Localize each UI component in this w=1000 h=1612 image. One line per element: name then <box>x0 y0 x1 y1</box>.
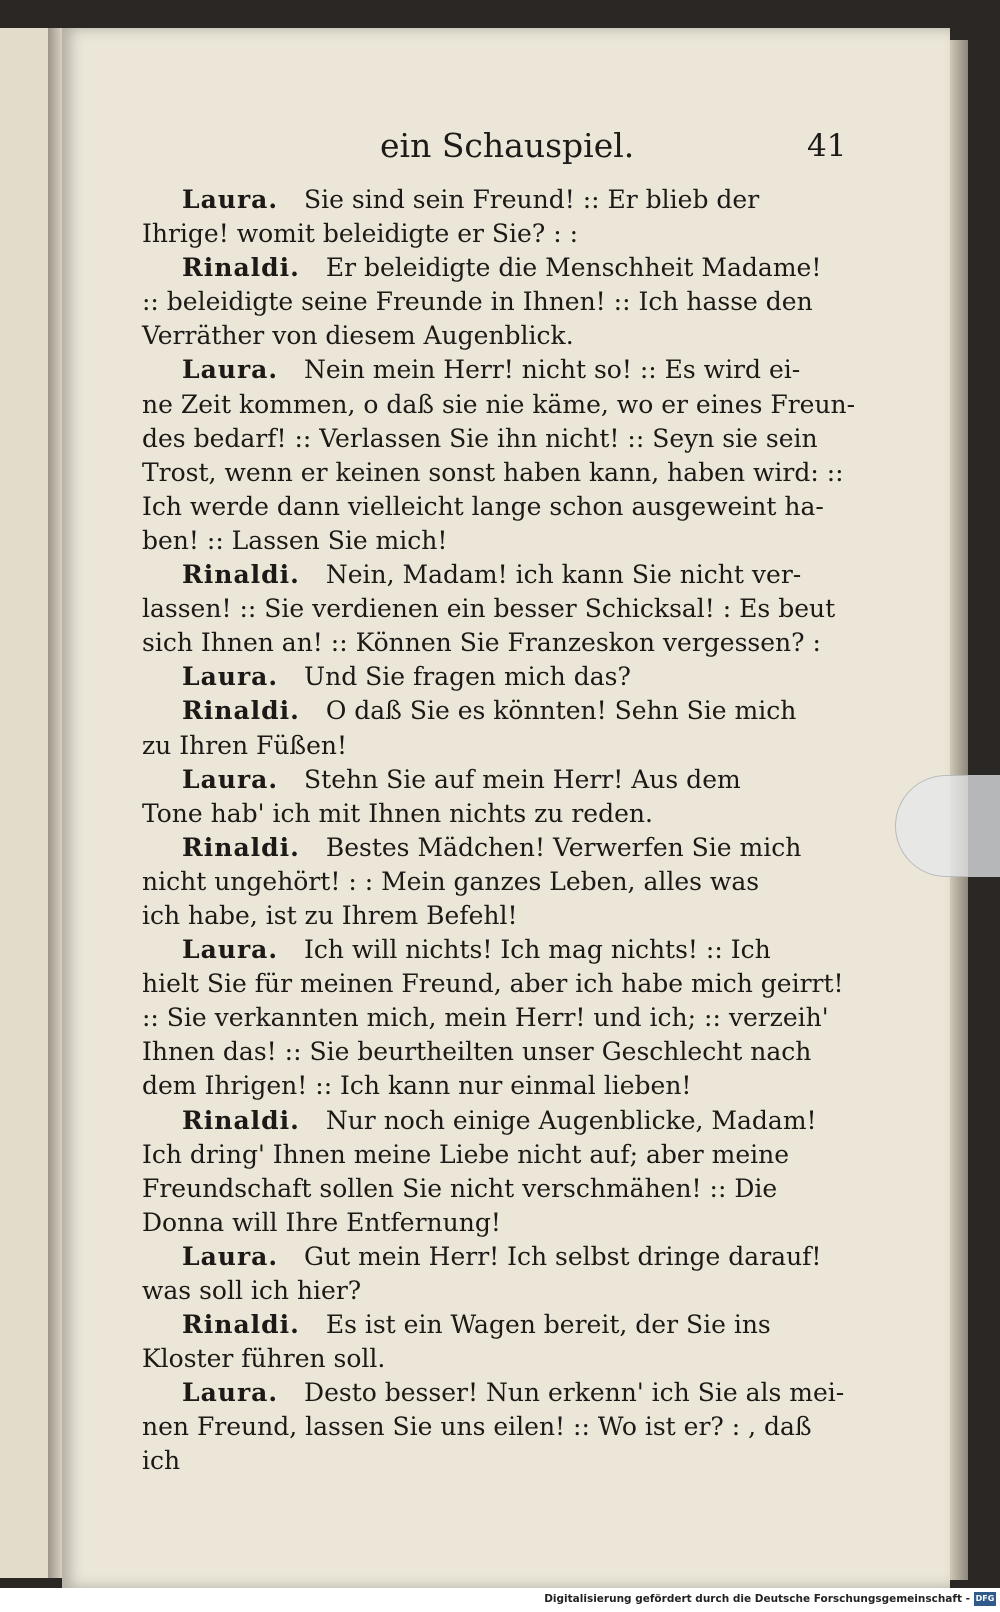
text-line <box>142 1069 907 1103</box>
text-line <box>142 1274 907 1308</box>
text-line <box>142 1410 907 1444</box>
speaker-name: Rinaldi. <box>182 1310 300 1340</box>
line-text: Ich will nichts! Ich mag nichts! :: Ich <box>304 935 771 965</box>
footer-bar <box>0 1588 1000 1612</box>
line-text: Nur noch einige Augenblicke, Madam! <box>325 1105 817 1135</box>
line-text: Er beleidigte die Menschheit Madame! <box>325 253 822 283</box>
book-gutter <box>48 28 62 1578</box>
text-line <box>142 456 907 490</box>
text-line <box>142 353 907 387</box>
page-header <box>62 126 950 176</box>
line-text: Verräther von diesem Augenblick. <box>142 321 574 351</box>
text-line <box>142 183 907 217</box>
text-line <box>142 251 907 285</box>
book-clip <box>895 775 1000 877</box>
line-text: :: Sie verkannten mich, mein Herr! und ich; :: verzeih' <box>142 1003 829 1033</box>
text-line <box>142 933 907 967</box>
text-line <box>142 422 907 456</box>
line-text: nicht ungehört! : : Mein ganzes Leben, alles was <box>142 866 760 896</box>
line-text: zu Ihren Füßen! <box>142 730 348 760</box>
line-text: Es ist ein Wagen bereit, der Sie ins <box>325 1310 771 1340</box>
text-line <box>142 524 907 558</box>
text-line <box>142 831 907 865</box>
line-text: :: beleidigte seine Freunde in Ihnen! :: Ich hasse den <box>142 287 813 317</box>
speaker-name: Rinaldi. <box>182 1105 300 1135</box>
speaker-name: Rinaldi. <box>182 560 300 590</box>
line-text: Ihrige! womit beleidigte er Sie? : : <box>142 219 578 249</box>
line-text: Bestes Mädchen! Verwerfen Sie mich <box>325 832 802 862</box>
text-line <box>142 217 907 251</box>
text-line <box>142 626 907 660</box>
speaker-name: Rinaldi. <box>182 253 300 283</box>
text-line <box>142 388 907 422</box>
text-line <box>142 660 907 694</box>
speaker-name: Laura. <box>182 355 279 385</box>
line-text: Trost, wenn er keinen sonst haben kann, haben wird: :: <box>142 457 844 487</box>
page-number: 41 <box>807 128 847 164</box>
text-line <box>142 1308 907 1342</box>
line-text: sich Ihnen an! :: Können Sie Franzeskon vergessen? : <box>142 628 821 658</box>
speaker-name: Laura. <box>182 185 279 214</box>
line-text: ne Zeit kommen, o daß sie nie käme, wo er eines Freun- <box>142 389 856 419</box>
line-text: Ihnen das! :: Sie beurtheilten unser Geschlecht nach <box>142 1037 812 1067</box>
book-page <box>62 28 950 1588</box>
line-text: was soll ich hier? <box>142 1276 362 1305</box>
text-line <box>142 967 907 1001</box>
speaker-name: Laura. <box>182 935 279 965</box>
line-text: Freundschaft sollen Sie nicht verschmähen! :: Die <box>142 1173 778 1203</box>
text-line <box>142 1035 907 1069</box>
text-line <box>142 1444 907 1478</box>
text-line <box>142 694 907 728</box>
line-text: Sie sind sein Freund! :: Er blieb der <box>304 185 760 214</box>
text-line <box>142 592 907 626</box>
line-text: Donna will Ihre Entfernung! <box>142 1207 501 1237</box>
dfg-logo: DFG <box>974 1592 996 1606</box>
text-line <box>142 1104 907 1138</box>
text-line <box>142 899 907 933</box>
text-line <box>142 797 907 831</box>
text-line <box>142 1376 907 1410</box>
line-text: Kloster führen soll. <box>142 1344 386 1374</box>
speaker-name: Laura. <box>182 662 279 692</box>
line-text: hielt Sie für meinen Freund, aber ich habe mich geirrt! <box>142 969 844 999</box>
line-text: O daß Sie es könnten! Sehn Sie mich <box>325 696 797 726</box>
line-text: Ich dring' Ihnen meine Liebe nicht auf; aber meine <box>142 1139 790 1169</box>
speaker-name: Laura. <box>182 1378 279 1408</box>
line-text: Gut mein Herr! Ich selbst dringe darauf! <box>304 1241 822 1271</box>
speaker-name: Laura. <box>182 764 279 794</box>
text-line <box>142 865 907 899</box>
text-line <box>142 558 907 592</box>
line-text: dem Ihrigen! :: Ich kann nur einmal lieben! <box>142 1071 692 1101</box>
text-line <box>142 1342 907 1376</box>
line-text: Und Sie fragen mich das? <box>304 662 631 692</box>
line-text: des bedarf! :: Verlassen Sie ihn nicht! :: Seyn sie sein <box>142 423 818 453</box>
text-line <box>142 1172 907 1206</box>
speaker-name: Rinaldi. <box>182 696 300 726</box>
line-text: ich <box>142 1446 181 1476</box>
text-line <box>142 1206 907 1240</box>
line-text: Nein, Madam! ich kann Sie nicht ver- <box>325 560 802 590</box>
line-text: ich habe, ist zu Ihrem Befehl! <box>142 900 518 930</box>
speaker-name: Laura. <box>182 1241 279 1271</box>
text-line <box>142 490 907 524</box>
text-line <box>142 763 907 797</box>
line-text: Desto besser! Nun erkenn' ich Sie als mei- <box>304 1378 845 1408</box>
line-text: Ich werde dann vielleicht lange schon ausgeweint ha- <box>142 491 824 521</box>
text-line <box>142 285 907 319</box>
line-text: ben! :: Lassen Sie mich! <box>142 525 448 555</box>
line-text: Nein mein Herr! nicht so! :: Es wird ei- <box>304 355 801 385</box>
play-text <box>142 183 907 1479</box>
text-line <box>142 1240 907 1274</box>
line-text: Tone hab' ich mit Ihnen nichts zu reden. <box>142 798 653 828</box>
text-line <box>142 1001 907 1035</box>
speaker-name: Rinaldi. <box>182 832 300 862</box>
text-line <box>142 1138 907 1172</box>
line-text: Stehn Sie auf mein Herr! Aus dem <box>304 764 741 794</box>
text-line <box>142 729 907 763</box>
text-line <box>142 319 907 353</box>
line-text: nen Freund, lassen Sie uns eilen! :: Wo ist er? : , daß <box>142 1412 812 1442</box>
line-text: lassen! :: Sie verdienen ein besser Schicksal! : Es beut <box>142 594 836 624</box>
running-title: ein Schauspiel. <box>380 126 635 165</box>
footer-credit: Digitalisierung gefördert durch die Deutsche Forschungsgemeinschaft - <box>544 1593 970 1605</box>
